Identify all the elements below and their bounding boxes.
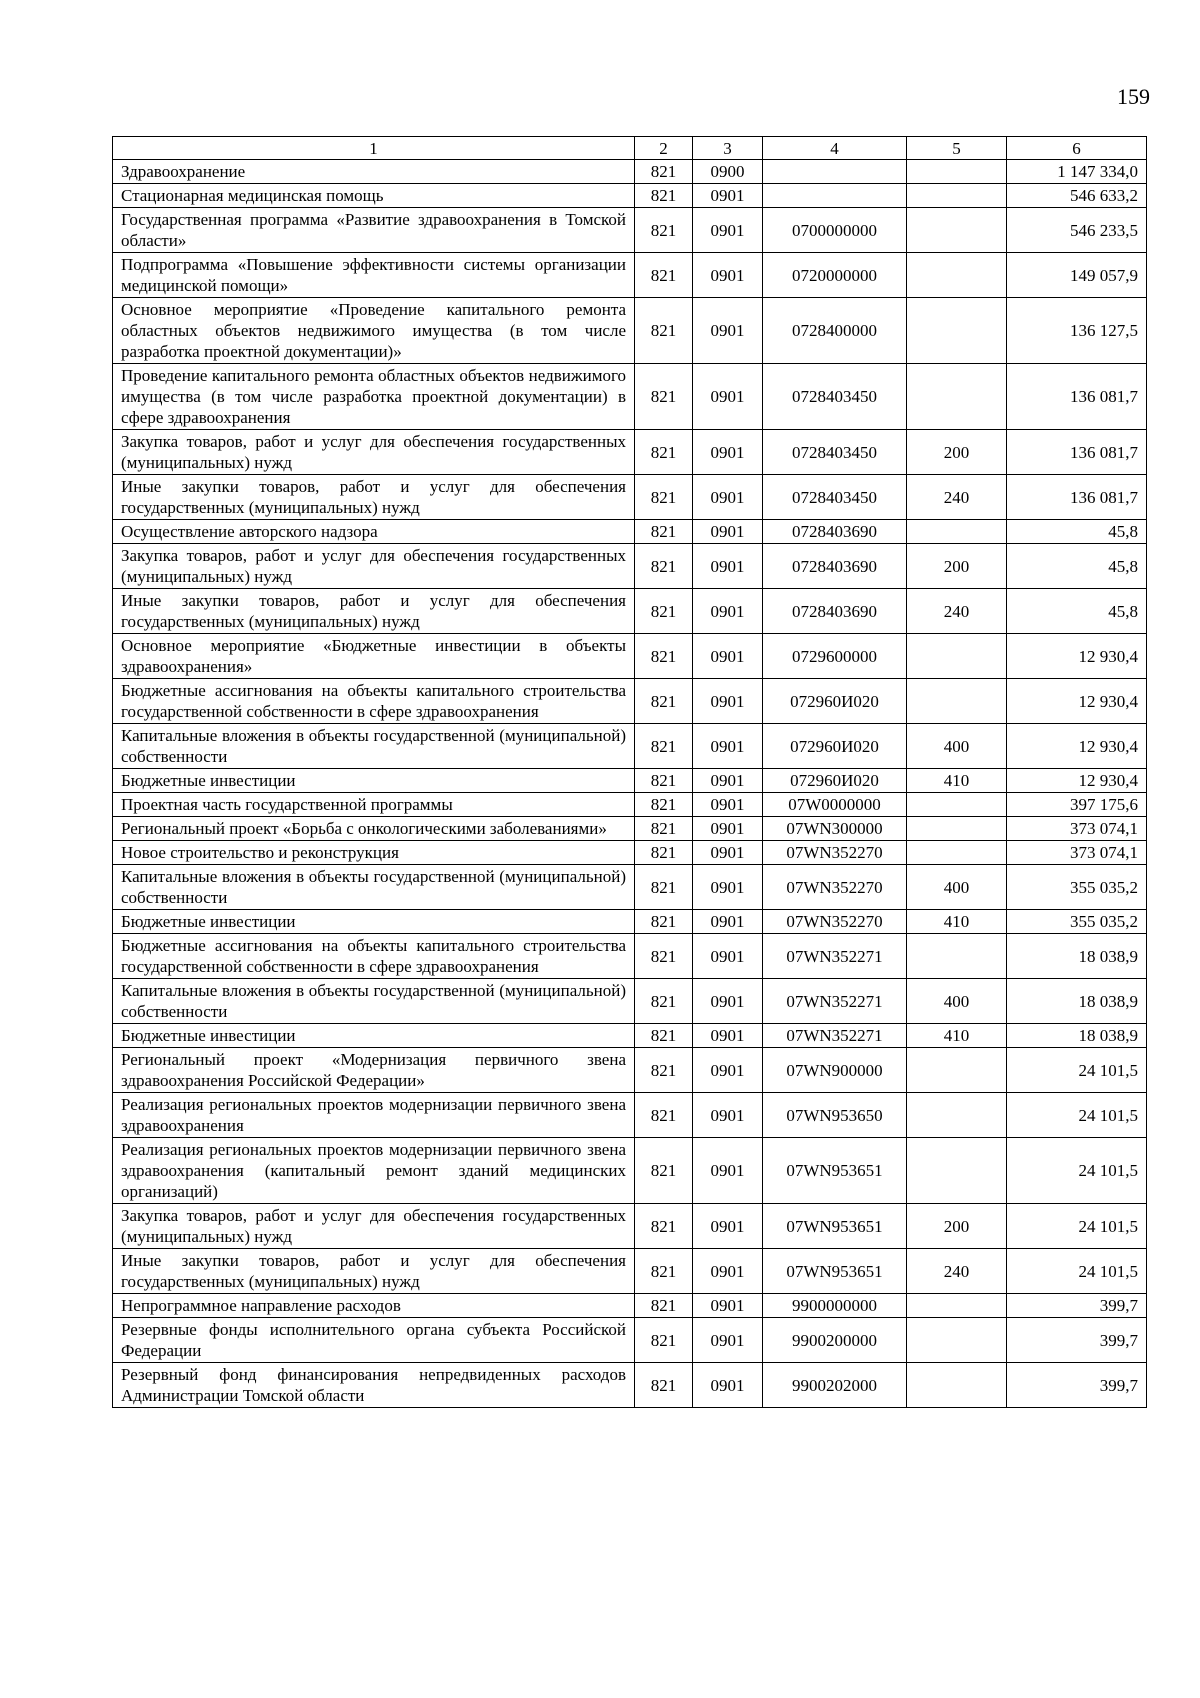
cell-section: 0901: [693, 1294, 763, 1318]
cell-amount: 24 101,5: [1007, 1204, 1147, 1249]
cell-amount: 373 074,1: [1007, 817, 1147, 841]
table-row: [113, 817, 1147, 841]
cell-target-article: 0729600000: [763, 634, 907, 679]
cell-amount: 45,8: [1007, 520, 1147, 544]
cell-name: Региональный проект «Борьба с онкологическими заболеваниями»: [113, 817, 635, 841]
table-row: [113, 934, 1147, 979]
cell-ministry: 821: [635, 1024, 693, 1048]
table-row: [113, 1249, 1147, 1294]
cell-name: Бюджетные инвестиции: [113, 910, 635, 934]
cell-expense-type: 240: [907, 589, 1007, 634]
cell-expense-type: [907, 520, 1007, 544]
cell-ministry: 821: [635, 1204, 693, 1249]
cell-name: Основное мероприятие «Бюджетные инвестиции в объекты здравоохранения»: [113, 634, 635, 679]
cell-section: 0901: [693, 865, 763, 910]
cell-amount: 136 081,7: [1007, 430, 1147, 475]
cell-expense-type: 200: [907, 1204, 1007, 1249]
cell-target-article: 9900200000: [763, 1318, 907, 1363]
table-row: [113, 865, 1147, 910]
header-col-6: 6: [1007, 137, 1147, 160]
cell-name: Капитальные вложения в объекты государственной (муниципальной) собственности: [113, 724, 635, 769]
table-row: [113, 430, 1147, 475]
cell-ministry: 821: [635, 253, 693, 298]
cell-expense-type: [907, 160, 1007, 184]
cell-ministry: 821: [635, 520, 693, 544]
cell-section: 0901: [693, 769, 763, 793]
cell-expense-type: [907, 679, 1007, 724]
cell-section: 0901: [693, 298, 763, 364]
cell-amount: 12 930,4: [1007, 679, 1147, 724]
cell-expense-type: 200: [907, 430, 1007, 475]
cell-name: Резервный фонд финансирования непредвиденных расходов Администрации Томской области: [113, 1363, 635, 1408]
cell-name: Бюджетные ассигнования на объекты капитального строительства государственной собственности в сфере здравоохранения: [113, 934, 635, 979]
cell-amount: 12 930,4: [1007, 769, 1147, 793]
cell-ministry: 821: [635, 724, 693, 769]
cell-name: Осуществление авторского надзора: [113, 520, 635, 544]
cell-amount: 18 038,9: [1007, 934, 1147, 979]
cell-section: 0901: [693, 1249, 763, 1294]
cell-ministry: 821: [635, 679, 693, 724]
cell-section: 0901: [693, 841, 763, 865]
cell-name: Иные закупки товаров, работ и услуг для обеспечения государственных (муниципальных) нужд: [113, 589, 635, 634]
cell-name: Региональный проект «Модернизация первичного звена здравоохранения Российской Федерации»: [113, 1048, 635, 1093]
cell-ministry: 821: [635, 934, 693, 979]
cell-name: Бюджетные инвестиции: [113, 1024, 635, 1048]
table-row: [113, 634, 1147, 679]
cell-name: Реализация региональных проектов модернизации первичного звена здравоохранения (капитальный ремонт зданий медицинских организаций): [113, 1138, 635, 1204]
table-row: [113, 1294, 1147, 1318]
cell-target-article: 07WN953651: [763, 1138, 907, 1204]
cell-amount: 45,8: [1007, 589, 1147, 634]
cell-section: 0901: [693, 934, 763, 979]
cell-ministry: 821: [635, 910, 693, 934]
cell-amount: 136 081,7: [1007, 475, 1147, 520]
header-col-1: 1: [113, 137, 635, 160]
cell-section: 0901: [693, 1024, 763, 1048]
cell-ministry: 821: [635, 817, 693, 841]
cell-name: Резервные фонды исполнительного органа субъекта Российской Федерации: [113, 1318, 635, 1363]
cell-ministry: 821: [635, 793, 693, 817]
cell-amount: 149 057,9: [1007, 253, 1147, 298]
cell-target-article: 0700000000: [763, 208, 907, 253]
cell-expense-type: 400: [907, 979, 1007, 1024]
cell-ministry: 821: [635, 475, 693, 520]
table-row: [113, 253, 1147, 298]
cell-expense-type: [907, 1048, 1007, 1093]
cell-section: 0901: [693, 208, 763, 253]
cell-name: Проведение капитального ремонта областных объектов недвижимого имущества (в том числе разработка проектной документации) в сфере здравоохранения: [113, 364, 635, 430]
cell-ministry: 821: [635, 184, 693, 208]
cell-expense-type: [907, 1093, 1007, 1138]
table-row: [113, 1138, 1147, 1204]
cell-section: 0901: [693, 589, 763, 634]
table-row: [113, 520, 1147, 544]
cell-amount: 12 930,4: [1007, 724, 1147, 769]
table-row: [113, 475, 1147, 520]
cell-ministry: 821: [635, 208, 693, 253]
cell-ministry: 821: [635, 1093, 693, 1138]
cell-target-article: 07WN352271: [763, 1024, 907, 1048]
cell-ministry: 821: [635, 1048, 693, 1093]
cell-amount: 546 633,2: [1007, 184, 1147, 208]
table-row: [113, 1318, 1147, 1363]
cell-target-article: 07WN953650: [763, 1093, 907, 1138]
cell-target-article: 0728403450: [763, 475, 907, 520]
cell-ministry: 821: [635, 979, 693, 1024]
cell-expense-type: 410: [907, 910, 1007, 934]
cell-amount: 24 101,5: [1007, 1048, 1147, 1093]
cell-section: 0901: [693, 1204, 763, 1249]
cell-target-article: 9900000000: [763, 1294, 907, 1318]
cell-target-article: 07WN900000: [763, 1048, 907, 1093]
table-row: [113, 1024, 1147, 1048]
page-number: 159: [1117, 84, 1150, 109]
cell-amount: 18 038,9: [1007, 979, 1147, 1024]
cell-expense-type: [907, 817, 1007, 841]
cell-amount: 399,7: [1007, 1294, 1147, 1318]
cell-ministry: 821: [635, 769, 693, 793]
header-row: [113, 137, 1147, 160]
cell-ministry: 821: [635, 841, 693, 865]
cell-amount: 136 127,5: [1007, 298, 1147, 364]
cell-name: Закупка товаров, работ и услуг для обеспечения государственных (муниципальных) нужд: [113, 430, 635, 475]
table-row: [113, 544, 1147, 589]
cell-target-article: 0720000000: [763, 253, 907, 298]
cell-section: 0901: [693, 1363, 763, 1408]
cell-amount: 24 101,5: [1007, 1093, 1147, 1138]
cell-expense-type: [907, 253, 1007, 298]
table-row: [113, 910, 1147, 934]
cell-name: Непрограммное направление расходов: [113, 1294, 635, 1318]
cell-section: 0901: [693, 544, 763, 589]
cell-expense-type: [907, 1363, 1007, 1408]
cell-name: Иные закупки товаров, работ и услуг для обеспечения государственных (муниципальных) нужд: [113, 1249, 635, 1294]
cell-expense-type: [907, 841, 1007, 865]
cell-name: Закупка товаров, работ и услуг для обеспечения государственных (муниципальных) нужд: [113, 1204, 635, 1249]
cell-ministry: 821: [635, 298, 693, 364]
cell-section: 0901: [693, 430, 763, 475]
cell-section: 0901: [693, 979, 763, 1024]
cell-name: Новое строительство и реконструкция: [113, 841, 635, 865]
cell-section: 0901: [693, 364, 763, 430]
cell-name: Закупка товаров, работ и услуг для обеспечения государственных (муниципальных) нужд: [113, 544, 635, 589]
cell-name: Здравоохранение: [113, 160, 635, 184]
cell-expense-type: 200: [907, 544, 1007, 589]
cell-ministry: 821: [635, 589, 693, 634]
cell-ministry: 821: [635, 1249, 693, 1294]
table-row: [113, 1204, 1147, 1249]
header-col-2: 2: [635, 137, 693, 160]
cell-target-article: 07W0000000: [763, 793, 907, 817]
cell-amount: 45,8: [1007, 544, 1147, 589]
cell-target-article: 072960И020: [763, 724, 907, 769]
cell-expense-type: [907, 1318, 1007, 1363]
table-row: [113, 1363, 1147, 1408]
table-row: [113, 724, 1147, 769]
cell-target-article: 07WN352270: [763, 841, 907, 865]
cell-name: Иные закупки товаров, работ и услуг для обеспечения государственных (муниципальных) нужд: [113, 475, 635, 520]
table-row: [113, 979, 1147, 1024]
cell-expense-type: [907, 298, 1007, 364]
cell-ministry: 821: [635, 1318, 693, 1363]
budget-table: [112, 136, 1147, 1408]
cell-name: Стационарная медицинская помощь: [113, 184, 635, 208]
table-row: [113, 769, 1147, 793]
cell-ministry: 821: [635, 1138, 693, 1204]
cell-expense-type: 400: [907, 724, 1007, 769]
cell-section: 0901: [693, 1048, 763, 1093]
cell-expense-type: 400: [907, 865, 1007, 910]
cell-target-article: 0728400000: [763, 298, 907, 364]
cell-target-article: 072960И020: [763, 679, 907, 724]
cell-target-article: 07WN953651: [763, 1249, 907, 1294]
cell-amount: 24 101,5: [1007, 1138, 1147, 1204]
cell-target-article: 0728403690: [763, 589, 907, 634]
header-col-5: 5: [907, 137, 1007, 160]
cell-section: 0901: [693, 1318, 763, 1363]
cell-target-article: 07WN352270: [763, 910, 907, 934]
cell-target-article: 072960И020: [763, 769, 907, 793]
cell-target-article: 07WN352271: [763, 979, 907, 1024]
cell-target-article: 0728403450: [763, 430, 907, 475]
table-row: [113, 364, 1147, 430]
cell-section: 0901: [693, 1093, 763, 1138]
cell-ministry: 821: [635, 865, 693, 910]
cell-section: 0901: [693, 634, 763, 679]
cell-section: 0901: [693, 184, 763, 208]
cell-section: 0901: [693, 520, 763, 544]
cell-target-article: 9900202000: [763, 1363, 907, 1408]
cell-amount: 355 035,2: [1007, 865, 1147, 910]
cell-section: 0901: [693, 679, 763, 724]
cell-amount: 136 081,7: [1007, 364, 1147, 430]
cell-name: Подпрограмма «Повышение эффективности системы организации медицинской помощи»: [113, 253, 635, 298]
table-row: [113, 1093, 1147, 1138]
cell-expense-type: [907, 1294, 1007, 1318]
cell-ministry: 821: [635, 1294, 693, 1318]
cell-expense-type: [907, 364, 1007, 430]
table-body: [113, 160, 1147, 1408]
cell-amount: 397 175,6: [1007, 793, 1147, 817]
cell-ministry: 821: [635, 364, 693, 430]
cell-ministry: 821: [635, 160, 693, 184]
cell-amount: 18 038,9: [1007, 1024, 1147, 1048]
header-col-4: 4: [763, 137, 907, 160]
cell-target-article: 0728403450: [763, 364, 907, 430]
cell-amount: 399,7: [1007, 1318, 1147, 1363]
cell-expense-type: [907, 208, 1007, 253]
cell-section: 0900: [693, 160, 763, 184]
cell-name: Проектная часть государственной программы: [113, 793, 635, 817]
cell-ministry: 821: [635, 430, 693, 475]
cell-section: 0901: [693, 817, 763, 841]
cell-name: Реализация региональных проектов модернизации первичного звена здравоохранения: [113, 1093, 635, 1138]
cell-target-article: 0728403690: [763, 520, 907, 544]
header-col-3: 3: [693, 137, 763, 160]
table-row: [113, 1048, 1147, 1093]
cell-section: 0901: [693, 475, 763, 520]
cell-name: Государственная программа «Развитие здравоохранения в Томской области»: [113, 208, 635, 253]
cell-target-article: 07WN953651: [763, 1204, 907, 1249]
cell-target-article: [763, 184, 907, 208]
cell-name: Бюджетные инвестиции: [113, 769, 635, 793]
cell-section: 0901: [693, 1138, 763, 1204]
cell-section: 0901: [693, 793, 763, 817]
cell-amount: 546 233,5: [1007, 208, 1147, 253]
cell-amount: 12 930,4: [1007, 634, 1147, 679]
cell-expense-type: 240: [907, 1249, 1007, 1294]
cell-amount: 355 035,2: [1007, 910, 1147, 934]
cell-amount: 373 074,1: [1007, 841, 1147, 865]
cell-target-article: 07WN300000: [763, 817, 907, 841]
cell-name: Капитальные вложения в объекты государственной (муниципальной) собственности: [113, 865, 635, 910]
cell-expense-type: [907, 184, 1007, 208]
cell-section: 0901: [693, 724, 763, 769]
cell-target-article: 0728403690: [763, 544, 907, 589]
table-row: [113, 589, 1147, 634]
cell-ministry: 821: [635, 634, 693, 679]
cell-target-article: 07WN352271: [763, 934, 907, 979]
cell-section: 0901: [693, 253, 763, 298]
cell-expense-type: [907, 934, 1007, 979]
cell-target-article: [763, 160, 907, 184]
cell-ministry: 821: [635, 1363, 693, 1408]
cell-expense-type: 410: [907, 1024, 1007, 1048]
cell-ministry: 821: [635, 544, 693, 589]
cell-section: 0901: [693, 910, 763, 934]
cell-name: Капитальные вложения в объекты государственной (муниципальной) собственности: [113, 979, 635, 1024]
cell-target-article: 07WN352270: [763, 865, 907, 910]
cell-amount: 24 101,5: [1007, 1249, 1147, 1294]
table-row: [113, 298, 1147, 364]
cell-expense-type: 240: [907, 475, 1007, 520]
cell-expense-type: [907, 634, 1007, 679]
table-row: [113, 841, 1147, 865]
table-row: [113, 793, 1147, 817]
cell-name: Бюджетные ассигнования на объекты капитального строительства государственной собственности в сфере здравоохранения: [113, 679, 635, 724]
cell-expense-type: [907, 1138, 1007, 1204]
table-row: [113, 679, 1147, 724]
table-row: [113, 160, 1147, 184]
cell-amount: 399,7: [1007, 1363, 1147, 1408]
cell-name: Основное мероприятие «Проведение капитального ремонта областных объектов недвижимого имущества (в том числе разработка проектной документации)»: [113, 298, 635, 364]
table-row: [113, 208, 1147, 253]
cell-expense-type: 410: [907, 769, 1007, 793]
table-row: [113, 184, 1147, 208]
cell-amount: 1 147 334,0: [1007, 160, 1147, 184]
cell-expense-type: [907, 793, 1007, 817]
